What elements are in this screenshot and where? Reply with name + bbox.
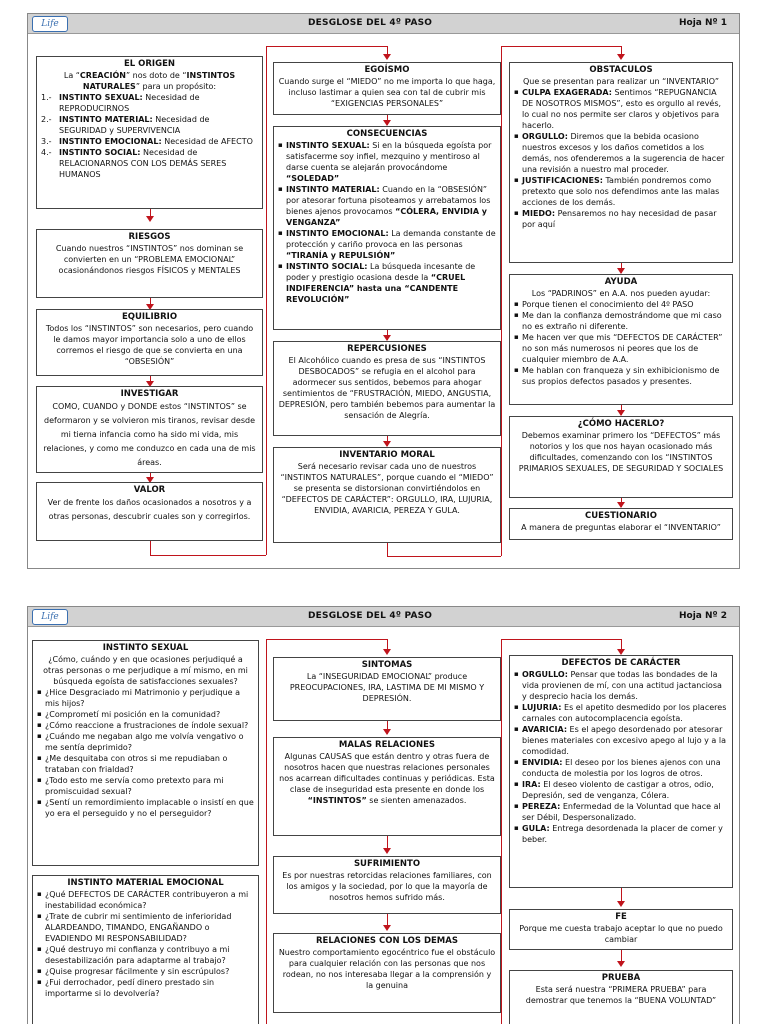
como-hacerlo-box: [509, 416, 733, 498]
box-title: RELACIONES CON LOS DEMAS: [316, 936, 458, 946]
list-item: ▪ INSTINTO EMOCIONAL: La demanda constante de protección y cariño provoca en las personas “TIRANÍA y REPULSIÓN”: [278, 228, 496, 261]
box-title: INVENTARIO MORAL: [339, 450, 435, 460]
page-number: Hoja Nº 2: [678, 611, 727, 621]
box-title: ¿CÓMO HACERLO?: [577, 419, 665, 429]
box-title: MALAS RELACIONES: [338, 740, 436, 750]
box-title: CONSECUENCIAS: [346, 129, 428, 139]
obstacle-list: [514, 87, 728, 230]
sheet-header: [28, 607, 739, 627]
box-text: COMO, CUANDO y DONDE estos “INSTINTOS” se deformaron y se volvieron mis tiranos, revisar desde mi tierna infancia como ha sido mi vida, mis relaciones, y como me conduzco en cada una de mis áreas.: [43, 402, 256, 467]
box-title: RIESGOS: [128, 232, 171, 242]
question-list: [37, 889, 254, 999]
box-text: A manera de preguntas elaborar el “INVENTARIO”: [521, 523, 721, 532]
arrow-down-icon: [617, 54, 625, 60]
list-item: ▪ ¿Fui derrochador, pedí dinero prestado sin importarme si lo devolvería?: [37, 977, 254, 999]
list-item: ▪ ¿Quise progresar fácilmente y sin escrúpulos?: [37, 966, 254, 977]
connector-line: [387, 556, 501, 557]
box-title: INSTINTO MATERIAL EMOCIONAL: [67, 878, 224, 888]
investigar-box: [36, 386, 263, 473]
page-number: Hoja Nº 1: [678, 18, 727, 28]
prueba-box: [509, 970, 733, 1024]
list-item: ▪ ¿Cómo reaccione a frustraciones de índole sexual?: [37, 720, 254, 731]
box-title: INSTINTO SEXUAL: [102, 643, 189, 653]
help-list: [514, 299, 728, 387]
valor-box: [36, 482, 263, 541]
box-title: EGOÍSMO: [364, 65, 410, 75]
box-text: Es por nuestras retorcidas relaciones familiares, con los amigos y la sociedad, por lo que la mayoría de nosotros hemos sufrido más.: [282, 871, 492, 902]
sheet-page-1: [27, 13, 740, 569]
box-text: Cuando nuestros “INSTINTOS” nos dominan se convierten en un “PROBLEMA EMOCIONAL” ocasionándonos riesgos FÍSICOS y MENTALES: [55, 244, 244, 275]
list-item: ▪ Me hablan con franqueza y sin exhibicionismo de sus propios defectos pasados y presentes.: [514, 365, 728, 387]
defectos-caracter-box: [509, 655, 733, 888]
relaciones-demas-box: [273, 933, 501, 1013]
box-title: EL ORIGEN: [123, 59, 175, 69]
list-item: ▪ INSTINTO SOCIAL: La búsqueda incesante de poder y prestigio ocasiona desde la “CRUEL INDIFERENCIA” hasta una “CANDENTE REVOLUCIÓN”: [278, 261, 496, 305]
list-item: ▪ INSTINTO SEXUAL: Si en la búsqueda egoísta por satisfacerme soy infiel, mezquino y mentiroso al darse cuenta se alejarán provocándome “SOLEDAD”: [278, 140, 496, 184]
obstaculos-box: [509, 62, 733, 263]
list-item: ▪ ORGULLO: Pensar que todas las bondades de la vida provienen de mí, con una actitud jactanciosa y desprecio hacia los demás.: [514, 669, 728, 702]
list-item: ▪ ENVIDIA: El deseo por los bienes ajenos con una conducta de molestia por los logros de otros.: [514, 757, 728, 779]
box-text: La “INSEGURIDAD EMOCIONAL” produce PREOCUPACIONES, IRA, LASTIMA DE MI MISMO Y DEPRESIÓN.: [289, 672, 485, 703]
box-text: Esta será nuestra “PRIMERA PRUEBA” para demostrar que tenemos la “BUENA VOLUNTAD”: [525, 985, 717, 1005]
riesgos-box: [36, 229, 263, 298]
arrow-down-icon: [383, 848, 391, 854]
list-item: ▪ ¿Qué DEFECTOS DE CARÁCTER contribuyeron a mi inestabilidad económica?: [37, 889, 254, 911]
box-text: Será necesario revisar cada uno de nuestros “INSTINTOS NATURALES”, porque cuando el “MIEDO” se presenta se distorsionan convirtiéndolos en “DEFECTOS DE CARÁCTER”: ORGULLO, IRA, LUJURIA, ENVIDIA, AVARICIA, PEREZA Y GULA.: [280, 462, 494, 515]
egoismo-box: [273, 62, 501, 115]
fe-box: [509, 909, 733, 950]
box-title: FE: [615, 912, 627, 922]
origen-box: [36, 56, 263, 209]
list-item: ▪ PEREZA: Enfermedad de la Voluntad que hace al ser Débil, Despersonalizado.: [514, 801, 728, 823]
connector-line: [501, 46, 621, 47]
equilibrio-box: [36, 309, 263, 376]
sintomas-box: [273, 657, 501, 721]
arrow-down-icon: [383, 54, 391, 60]
instinto-material-box: [32, 875, 259, 1024]
repercusiones-box: [273, 341, 501, 436]
box-text: El Alcohólico cuando es presa de sus “INSTINTOS DESBOCADOS” se refugia en el alcohol para adormecer sus sentidos, bebemos para ahogar sentimientos de “FRUSTRACIÓN, MIEDO, ANGUSTIA, DEPRESIÓN, pero también bebemos para aumentar la sensación de Alegría.: [278, 356, 496, 420]
connector-line: [150, 541, 151, 555]
arrow-down-icon: [617, 901, 625, 907]
list-item: ▪ MIEDO: Pensaremos no hay necesidad de pasar por aquí: [514, 208, 728, 230]
list-item: ▪ ¿Cuándo me negaban algo me volvía vengativo o me sentía deprimido?: [37, 731, 254, 753]
box-title: REPERCUSIONES: [347, 344, 427, 354]
list-item: ▪ ¿Hice Desgraciado mi Matrimonio y perjudique a mis hijos?: [37, 687, 254, 709]
box-title: EQUILIBRIO: [121, 312, 178, 322]
list-item: ▪ ORGULLO: Diremos que la bebida ocasiono nuestros excesos y los daños cometidos a los demás, nos ofenderemos a la sugerencia de hacer una revisión a nuestro mal proceder.: [514, 131, 728, 175]
instinto-sexual-box: [32, 640, 259, 866]
connector-line: [266, 46, 267, 555]
list-item: ▪ ¿Me desquitaba con otros si me repudiaban o trataban con frialdad?: [37, 753, 254, 775]
list-item: 3.- INSTINTO EMOCIONAL: Necesidad de AFECTO: [41, 137, 253, 146]
malas-relaciones-box: [273, 737, 501, 836]
box-text: Porque me cuesta trabajo aceptar lo que no puedo cambiar: [519, 924, 723, 944]
box-title: CUESTIONARIO: [585, 511, 657, 521]
box-text: Nuestro comportamiento egocéntrico fue el obstáculo para cualquier relación con las personas que nos rodean, no nos interesaba llegar a la comprensión y la genuina: [278, 948, 496, 990]
logo: Life: [32, 16, 68, 32]
list-item: ▪ JUSTIFICACIONES: También pondremos como pretexto que solo nos defendimos ante las malas acciones de los demás.: [514, 175, 728, 208]
sufrimiento-box: [273, 856, 501, 914]
list-item: ▪ Porque tienen el conocimiento del 4º PASO: [514, 299, 728, 310]
box-text: Debemos examinar primero los “DEFECTOS” más notorios y los que nos hayan ocasionado más dificultades, comenzando con los “INSTINTOS PRIMARIOS SEXUALES, DE SEGURIDAD Y SOCIALES: [518, 431, 724, 473]
consequence-list: [278, 140, 496, 305]
arrow-down-icon: [383, 649, 391, 655]
arrow-down-icon: [383, 729, 391, 735]
box-title: INVESTIGAR: [120, 389, 179, 399]
list-item: ▪ Me dan la confianza demostrándome que mi caso no es extraño ni diferente.: [514, 310, 728, 332]
logo: Life: [32, 609, 68, 625]
list-item: ▪ ¿Trate de cubrir mi sentimiento de inferioridad ALARDEANDO, TIMANDO, ENGAÑANDO o EVADIENDO MI RESPONSABILIDAD?: [37, 911, 254, 944]
box-text: Todos los “INSTINTOS” son necesarios, pero cuando le damos mayor importancia solo a uno de ellos corremos el riesgo de que se convierta en una “OBSESIÓN”: [45, 324, 254, 366]
arrow-down-icon: [617, 961, 625, 967]
ayuda-box: [509, 274, 733, 405]
connector-line: [266, 639, 387, 640]
list-item: 1.- INSTINTO SEXUAL: Necesidad de REPRODUCIRNOS: [41, 93, 200, 113]
inventario-moral-box: [273, 447, 501, 543]
box-intro: ¿Cómo, cuándo y en que ocasiones perjudiqué a otras personas o me perjudique a mí mismo, en mi búsqueda egoísta de satisfacciones sexuales?: [43, 655, 248, 686]
sheet-page-2: [27, 606, 740, 1024]
page-title: DESGLOSE DEL 4º PASO: [308, 611, 433, 621]
box-text: Cuando surge el “MIEDO” no me importa lo que haga, incluso lastimar a quien sea con tal de cubrir mis “EXIGENCIAS PERSONALES”: [278, 77, 496, 108]
list-item: ▪ Me hacen ver que mis “DEFECTOS DE CARÁCTER” no son más numerosos ni peores que los de cualquier miembro de A.A.: [514, 332, 728, 365]
box-title: OBSTACULOS: [589, 65, 653, 75]
box-text: Algunas CAUSAS que están dentro y otras fuera de nosotros hacen que nuestras relaciones personales nos acarrean dificultades continuas y periódicas. Esta clase de inseguridad esta presente en donde los “INSTINTOS” se sienten amenazados.: [279, 752, 495, 805]
consecuencias-box: [273, 126, 501, 330]
connector-line: [266, 639, 267, 1024]
box-title: DEFECTOS DE CARÁCTER: [561, 658, 681, 668]
list-item: ▪ ¿Qué destruyo mi confianza y contribuyo a mi desestabilización para adaptarme al trabajo?: [37, 944, 254, 966]
connector-line: [387, 543, 388, 556]
box-intro: Los “PADRINOS” en A.A. nos pueden ayudar:: [531, 289, 711, 298]
list-item: ▪ IRA: El deseo violento de castigar a otros, odio, Depresión, sed de venganza, Cólera.: [514, 779, 728, 801]
list-item: ▪ CULPA EXAGERADA: Sentimos “REPUGNANCIA DE NOSOTROS MISMOS”, esto es orgullo al revés, lo cual no nos permite ser claros y objetivos para hacerlo.: [514, 87, 728, 131]
connector-line: [501, 46, 502, 556]
instinct-list: [41, 92, 258, 180]
cuestionario-box: [509, 508, 733, 540]
defect-list: [514, 669, 728, 845]
connector-line: [150, 555, 266, 556]
box-title: AYUDA: [604, 277, 638, 287]
connector-line: [266, 46, 387, 47]
sheet-header: [28, 14, 739, 34]
page-title: DESGLOSE DEL 4º PASO: [308, 18, 433, 28]
box-title: PRUEBA: [601, 973, 641, 983]
list-item: ▪ ¿Todo esto me servía como pretexto para mi promiscuidad sexual?: [37, 775, 254, 797]
origen-intro: La “CREACIÓN” nos doto de “INSTINTOS NATURALES” para un propósito:: [63, 71, 236, 91]
list-item: 4.- INSTINTO SOCIAL: Necesidad de RELACIONARNOS CON LOS DEMÁS SERES HUMANOS: [41, 148, 227, 179]
list-item: 2.- INSTINTO MATERIAL: Necesidad de SEGURIDAD y SUPERVIVENCIA: [41, 115, 210, 135]
list-item: ▪ ¿Comprometí mi posición en la comunidad?: [37, 709, 254, 720]
box-title: VALOR: [133, 485, 166, 495]
list-item: ▪ INSTINTO MATERIAL: Cuando en la “OBSESIÓN” por atesorar fortuna pisoteamos y arrebatamos los bienes ajenos provocamos “CÓLERA, ENVIDIA y VENGANZA”: [278, 184, 496, 228]
box-text: Ver de frente los daños ocasionados a nosotros y a otras personas, descubrir cuales son y corregirlos.: [47, 498, 252, 521]
connector-line: [501, 639, 502, 1024]
arrow-down-icon: [146, 216, 154, 222]
list-item: ▪ GULA: Entrega desordenada la placer de comer y beber.: [514, 823, 728, 845]
box-intro: Que se presentan para realizar un “INVENTARIO”: [522, 77, 720, 86]
list-item: ▪ AVARICIA: Es el apego desordenado por atesorar bienes materiales con excesivo apego al lujo y a la comodidad.: [514, 724, 728, 757]
box-title: SINTOMAS: [361, 660, 413, 670]
list-item: ▪ LUJURIA: Es el apetito desmedido por los placeres carnales con autocomplacencia egoísta.: [514, 702, 728, 724]
arrow-down-icon: [383, 925, 391, 931]
list-item: ▪ ¿Sentí un remordimiento implacable o insistí en que yo era el perseguido y no el perseguidor?: [37, 797, 254, 819]
connector-line: [501, 639, 621, 640]
question-list: [37, 687, 254, 819]
box-title: SUFRIMIENTO: [353, 859, 421, 869]
